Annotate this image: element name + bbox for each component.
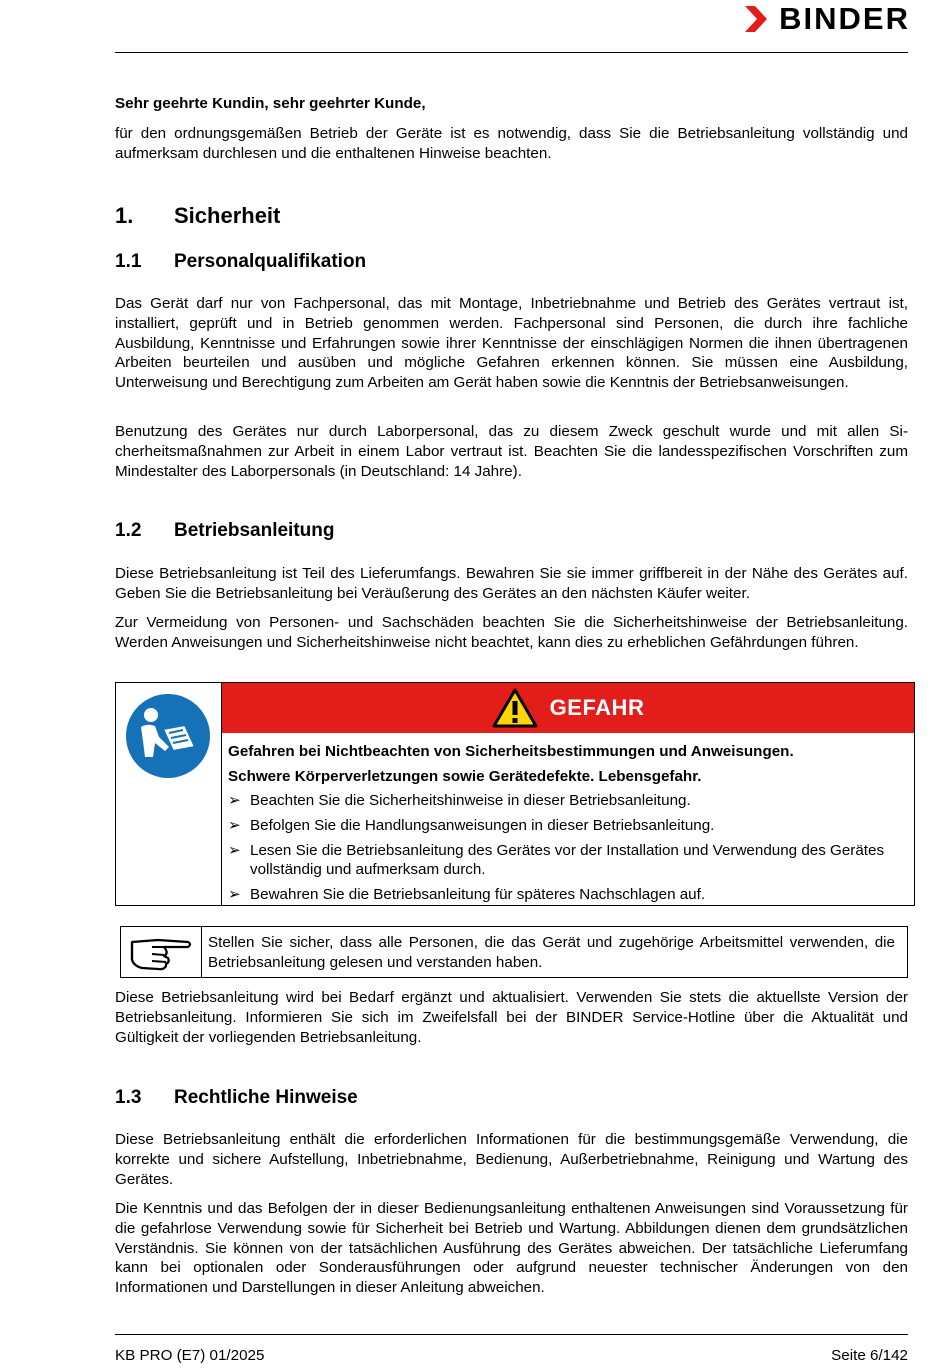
- intro-text: für den ordnungsgemäßen Betrieb der Geräte ist es notwendig, dass Sie die Betriebsanleitung vollständig und aufmerksam durchlesen und die enthaltenen Hinweise beachten.: [115, 125, 908, 162]
- warning-triangle-icon: [492, 688, 538, 728]
- list-item: [228, 841, 902, 881]
- manual-paragraph-1: Diese Betriebsanleitung ist Teil des Lieferumfangs. Bewahren Sie sie immer griffbereit in der Nähe des Gerätes auf. Geben Sie die Betriebsanleitung bei Veräußerung des Gerätes an den nächsten Käufer weiter.: [115, 565, 908, 602]
- danger-instruction-list: [228, 791, 902, 905]
- personnel-paragraph-2: Benutzung des Gerätes nur durch Laborpersonal, das zu diesem Zweck geschult wurde und mit allen Sicherheitsmaßnahmen zur Arbeit in einem Labor vertraut ist. Beachten Sie die landesspezifischen Vorschriften zum Mindestalter des Laborpersonals (in Deutschland: 14 Jahre).: [115, 423, 908, 480]
- legal-paragraph-2: Die Kenntnis und das Befolgen der in dieser Bedienungsanleitung enthaltenen Anweisungen sind Voraussetzung für die gefahrlose Verwendung sowie für Sicherheit bei Betrieb und Wartung. Abbildungen dienen dem grundsätzlichen Verständnis. Sie können von der tatsächlichen Ausführung des Gerätes abweichen. Der tatsächliche Lieferumfang kann bei optionalen oder Sonderausführungen oder aufgrund neuester technischer Änderungen von den Informationen und Darstellungen in dieser Anleitung abweichen.: [115, 1200, 908, 1297]
- note-text: Stellen Sie sicher, dass alle Personen, die das Gerät und zugehörige Arbeitsmittel verwenden, die Betriebsanleitung gelesen und verstanden haben.: [208, 934, 895, 971]
- list-item-text: Befolgen Sie die Handlungsanweisungen in dieser Betriebsanleitung.: [250, 816, 715, 834]
- legal-paragraph-1: Diese Betriebsanleitung enthält die erforderlichen Informationen für die bestimmungsgemäße Verwendung, die korrekte und sichere Aufstellung, Inbetriebnahme, Bedienung, Außerbetriebnahme, Reinigung und Wartung des Gerätes.: [115, 1131, 908, 1188]
- list-item-text: Lesen Sie die Betriebsanleitung des Gerätes vor der Installation und Verwendung des Gerätes vollständig und aufmerksam durch.: [250, 841, 885, 879]
- section-title: Personalqualifikation: [174, 251, 367, 272]
- manual-paragraph-2: Zur Vermeidung von Personen- und Sachschäden beachten Sie die Sicherheitshinweise der Betriebsanleitung. Werden Anweisungen und Sicherheitshinweise nicht beachtet, kann dies zu erheblichen Gefährdungen führen.: [115, 614, 908, 651]
- section-number: 1.3: [115, 1087, 142, 1108]
- section-number: 1.1: [115, 251, 142, 272]
- note-icon-cell: [121, 927, 202, 977]
- signal-word: GEFAHR: [549, 695, 645, 720]
- arrow-bullet-icon: ➢: [228, 841, 241, 859]
- danger-header: [222, 683, 914, 733]
- manual-paragraph-3: Diese Betriebsanleitung wird bei Bedarf ergänzt und aktualisiert. Verwenden Sie stets die aktuellste Version der Betriebsanleitung. Informieren Sie sich im Zweifelsfall bei der BINDER Service-Hotline über die Aktualität und Gültigkeit der vorliegenden Betriebsanleitung.: [115, 989, 908, 1046]
- list-item: [228, 791, 902, 811]
- arrow-bullet-icon: ➢: [228, 792, 241, 809]
- section-1-3-heading: [115, 1086, 358, 1110]
- list-item-text: Beachten Sie die Sicherheitshinweise in dieser Betriebsanleitung.: [250, 792, 691, 809]
- list-item: [228, 885, 902, 905]
- section-1-2-heading: [115, 519, 334, 543]
- arrow-bullet-icon: ➢: [228, 816, 241, 834]
- section-title: Rechtliche Hinweise: [174, 1087, 358, 1108]
- footer-rule: [115, 1334, 908, 1335]
- list-item: [228, 816, 902, 836]
- danger-consequence-text: Schwere Körperverletzungen sowie Gerätedefekte. Lebensgefahr.: [228, 768, 702, 785]
- list-item-text: Bewahren Sie die Betriebsanleitung für späteres Nachschlagen auf.: [250, 886, 706, 904]
- section-number: 1.2: [115, 520, 142, 541]
- document-code: KB PRO (E7) 01/2025: [115, 1347, 265, 1364]
- header-rule: [115, 52, 908, 53]
- logo-text: BINDER: [779, 1, 910, 36]
- section-number: 1.: [115, 203, 134, 228]
- page-number: Seite 6/142: [831, 1347, 908, 1364]
- binder-logo-mark-icon: [745, 6, 771, 32]
- section-title: Betriebsanleitung: [174, 520, 335, 541]
- personnel-paragraph-1: Das Gerät darf nur von Fachpersonal, das mit Montage, Inbetriebnahme und Betrieb des Gerätes vertraut ist, installiert, geprüft und in Betrieb genommen werden. Fachpersonal sind Personen, die durch ihre fachliche Ausbildung, Kenntnisse und Erfahrungen sowie ihrer Kenntnisse der einschlägigen Normen die ihnen übertragenen Arbeiten beurteilen und ausüben und mögliche Gefahren erkennen können. Sie müssen eine Ausbildung, Unterweisung und Berechtigung zum Arbeiten am Gerät haben sowie die Kenntnis der Betriebsanweisungen.: [115, 295, 908, 392]
- section-1-heading: [115, 203, 280, 229]
- page-footer: [115, 1347, 908, 1365]
- read-manual-icon: [125, 693, 211, 779]
- danger-hazard-text: Gefahren bei Nichtbeachten von Sicherheitsbestimmungen und Anweisungen.: [228, 743, 794, 760]
- danger-body: [228, 739, 902, 910]
- arrow-bullet-icon: ➢: [228, 886, 241, 904]
- danger-warning-box: [115, 682, 915, 906]
- danger-icon-cell: [116, 683, 222, 905]
- binder-logo: [745, 2, 910, 36]
- section-1-1-heading: [115, 250, 366, 274]
- section-title: Sicherheit: [174, 203, 281, 228]
- salutation: Sehr geehrte Kundin, sehr geehrter Kunde,: [115, 95, 426, 112]
- note-box: [120, 926, 908, 978]
- pointing-hand-icon: [128, 932, 194, 972]
